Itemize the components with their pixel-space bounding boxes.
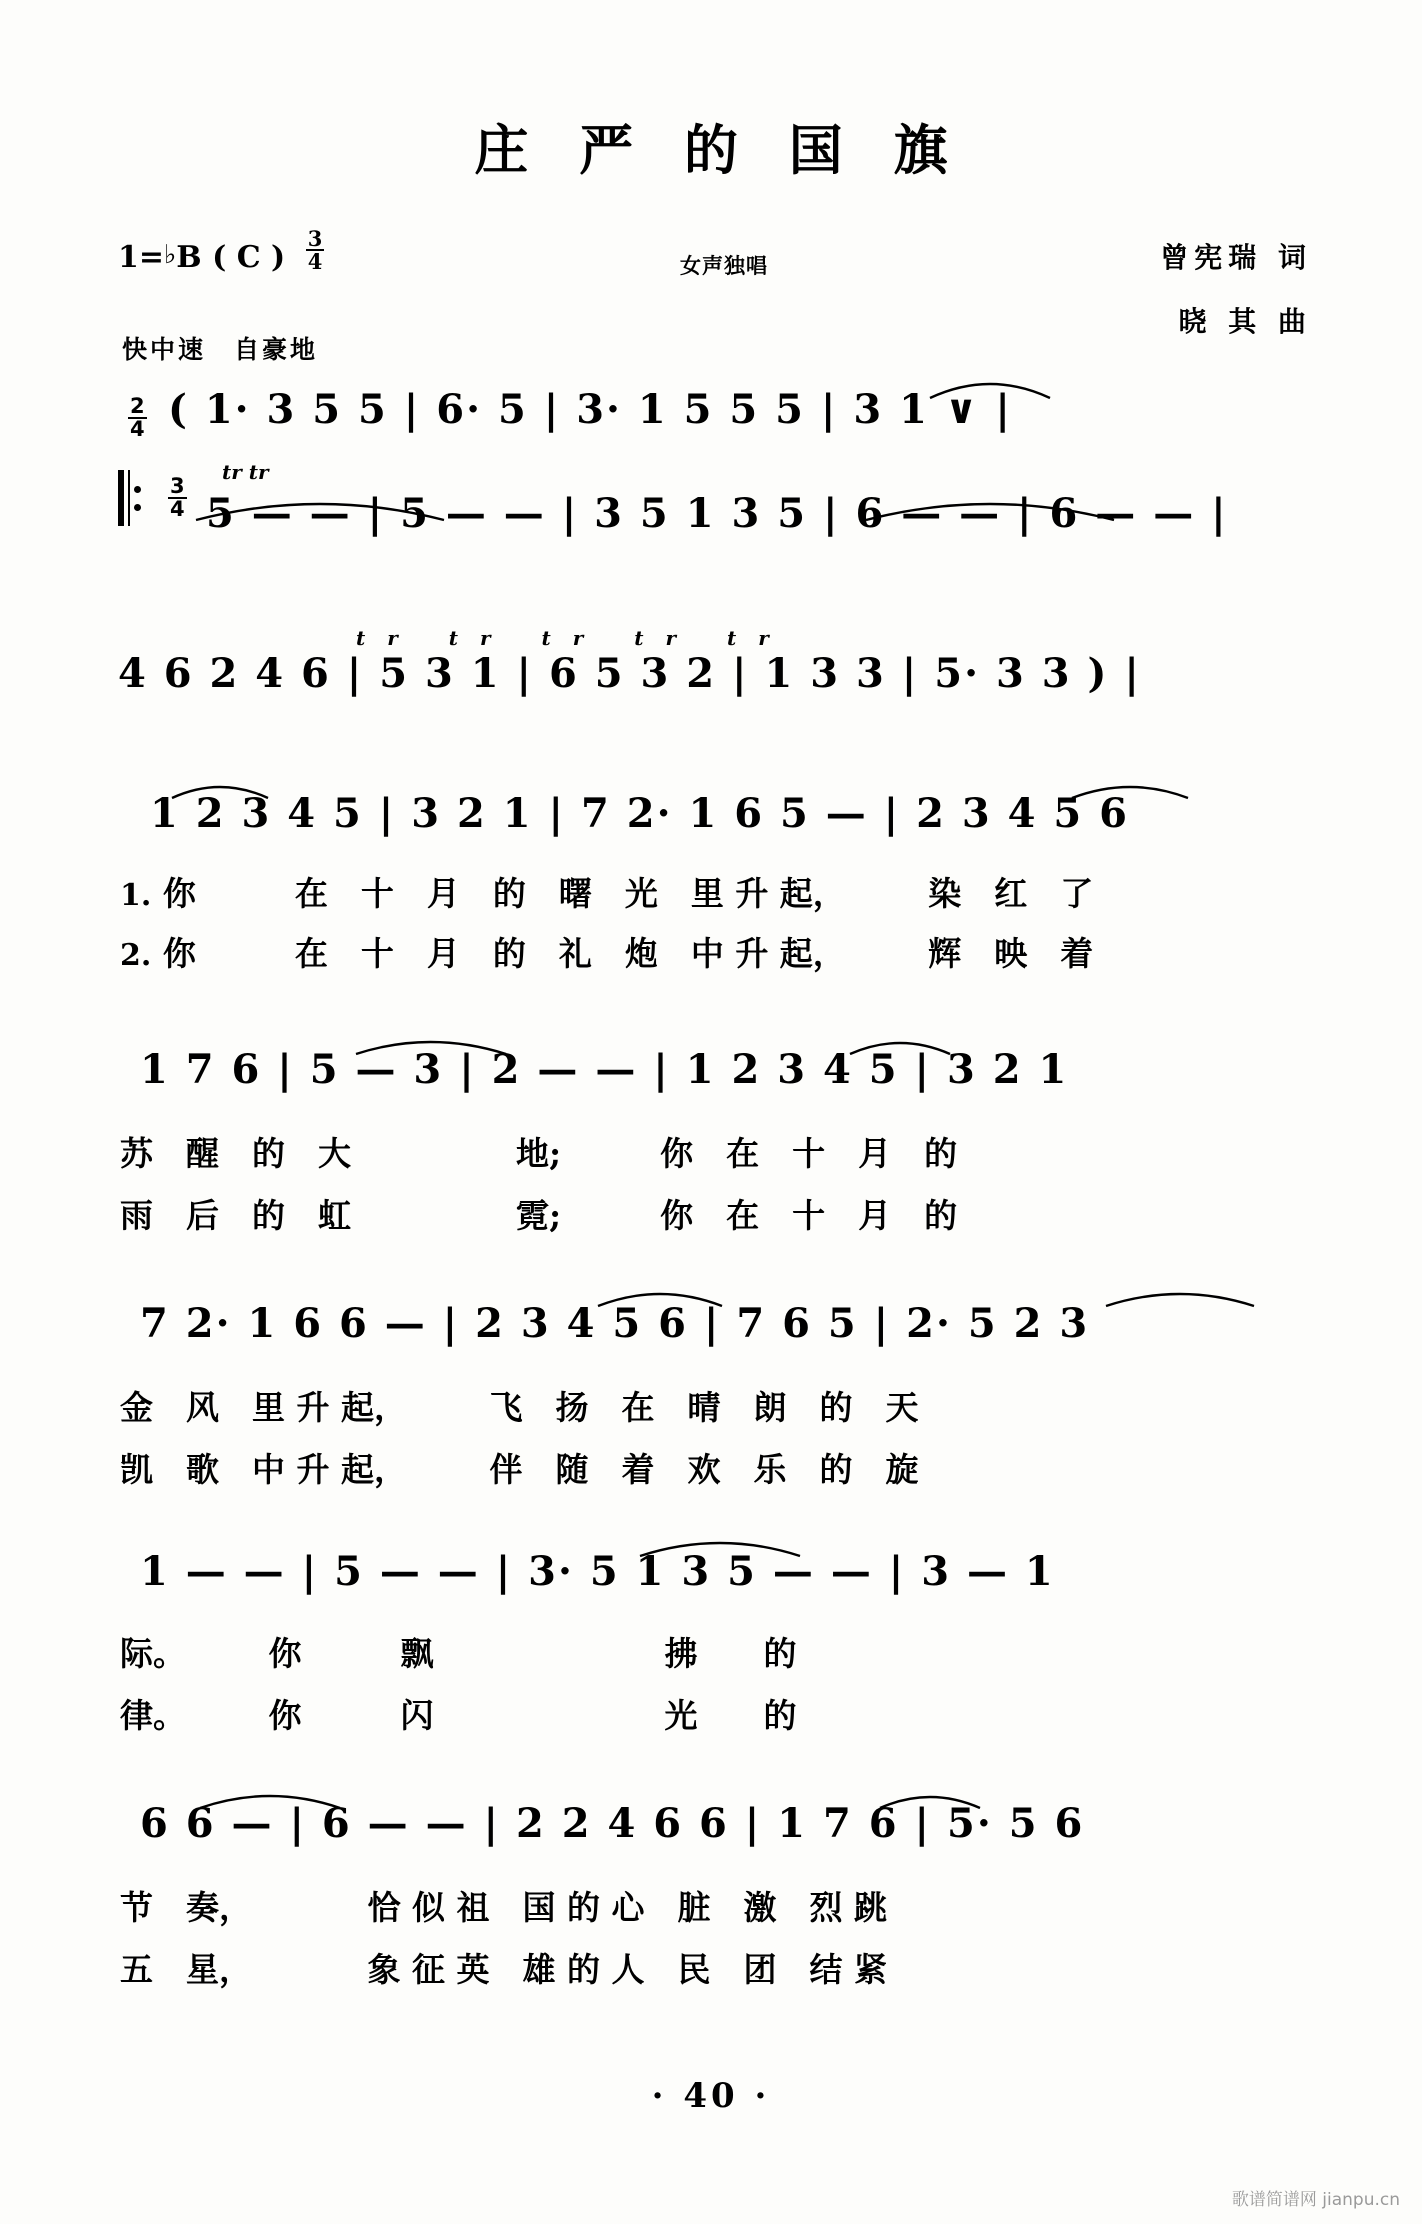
time-signature-denominator: 4 xyxy=(130,417,145,441)
lyric-verse-2-line-2 xyxy=(120,1190,1360,1237)
trill-markings-1: tr tr xyxy=(222,460,269,484)
lyric-verse-2-line-3 xyxy=(120,1444,1360,1491)
music-system-4 xyxy=(0,790,1422,880)
lyric-verse-2-line-5 xyxy=(120,1944,1360,1991)
lyric-text: 苏 醒 的 大 地; 你 在 十 月 的 xyxy=(120,1134,958,1173)
lyric-verse-1-line-3 xyxy=(120,1382,1360,1429)
notation-line-4: 1 2 3 4 5 | 3 2 1 | 7 2· 1 6 5 — | 2 3 4 5 6 xyxy=(150,790,1129,837)
time-signature-denominator: 4 xyxy=(307,249,323,274)
music-system-8 xyxy=(0,1800,1422,1890)
music-system-5 xyxy=(0,1046,1422,1136)
flat-symbol: ♭ xyxy=(164,240,177,270)
time-signature-3-4 xyxy=(168,476,187,520)
lyric-verse-2-line-4 xyxy=(120,1690,1360,1737)
verse-number: 2. xyxy=(120,938,152,973)
voice-type-label: 女声独唱 xyxy=(680,254,768,278)
lyricist-credit: 曾宪瑞 词 xyxy=(1160,241,1312,274)
key-paren: ( C ) xyxy=(212,240,286,275)
verse-number: 1. xyxy=(120,878,152,913)
time-signature-header xyxy=(306,228,325,272)
notation-line-6: 7 2· 1 6 6 — | 2 3 4 5 6 | 7 6 5 | 2· 5 2 3 xyxy=(140,1300,1090,1347)
repeat-start-sign xyxy=(118,470,138,526)
time-signature-numerator: 3 xyxy=(170,474,185,498)
tempo-marking: 快中速 自豪地 xyxy=(122,335,319,364)
key-letter: B xyxy=(176,240,202,275)
time-signature-numerator: 2 xyxy=(130,394,145,418)
music-system-3 xyxy=(0,626,1422,740)
key-signature xyxy=(118,228,324,275)
trill-markings-2: tr tr tr tr tr xyxy=(356,626,791,650)
notation-line-5: 1 7 6 | 5 — 3 | 2 — — | 1 2 3 4 5 | 3 2 1 xyxy=(140,1046,1069,1093)
lyric-verse-1-line-4 xyxy=(120,1628,1360,1675)
music-system-2 xyxy=(0,460,1422,580)
site-watermark: 歌谱简谱网 jianpu.cn xyxy=(1231,2190,1400,2210)
lyric-verse-1-line-2 xyxy=(120,1128,1360,1175)
lyric-verse-1-line-5 xyxy=(120,1882,1360,1929)
composer-credit: 晓 其 曲 xyxy=(1178,305,1312,338)
time-signature-denominator: 4 xyxy=(170,497,185,521)
lyric-text: 雨 后 的 虹 霓; 你 在 十 月 的 xyxy=(120,1196,958,1235)
music-system-7 xyxy=(0,1548,1422,1638)
page-title: 庄 严 的 国 旗 xyxy=(474,118,964,182)
lyric-text: 你 在 十 月 的 曙 光 里 升 起， 染 红 了 xyxy=(162,874,1094,913)
notation-line-3: 4 6 2 4 6 | 5 3 1 | 6 5 3 2 | 1 3 3 | 5· 3 3 ) | xyxy=(118,650,1141,697)
notation-line-7: 1 — — | 5 — — | 3· 5 1 3 5 — — | 3 — 1 xyxy=(140,1548,1055,1595)
key-prefix: 1= xyxy=(118,240,165,275)
lyric-text: 凯 歌 中 升 起， 伴 随 着 欢 乐 的 旋 xyxy=(120,1450,919,1489)
notation-line-2: 5 — — | 5 — — | 3 5 1 3 5 | 6 — — | 6 — — | xyxy=(206,490,1228,537)
lyric-text: 律。 你 闪 光 的 xyxy=(120,1696,797,1735)
page-number: · 40 · xyxy=(651,2076,771,2116)
lyric-text: 五 星， 象 征 英 雄 的 人 民 团 结 紧 xyxy=(120,1950,887,1989)
music-system-1 xyxy=(0,386,1422,476)
music-system-6 xyxy=(0,1300,1422,1390)
lyric-verse-1-line-1 xyxy=(120,868,1360,915)
lyric-text: 你 在 十 月 的 礼 炮 中 升 起， 辉 映 着 xyxy=(162,934,1094,973)
time-signature-numerator: 3 xyxy=(307,226,323,251)
lyric-text: 节 奏， 恰 似 祖 国 的 心 脏 激 烈 跳 xyxy=(120,1888,887,1927)
notation-line-1: ( 1· 3 5 5 | 6· 5 | 3· 1 5 5 5 | 3 1 ∨ | xyxy=(168,386,1012,433)
time-signature-2-4 xyxy=(128,396,147,440)
notation-line-8: 6 6 — | 6 — — | 2 2 4 6 6 | 1 7 6 | 5· 5 6 xyxy=(140,1800,1085,1847)
lyric-verse-2-line-1 xyxy=(120,928,1360,975)
lyric-text: 际。 你 飘 拂 的 xyxy=(120,1634,797,1673)
lyric-text: 金 风 里 升 起， 飞 扬 在 晴 朗 的 天 xyxy=(120,1388,919,1427)
